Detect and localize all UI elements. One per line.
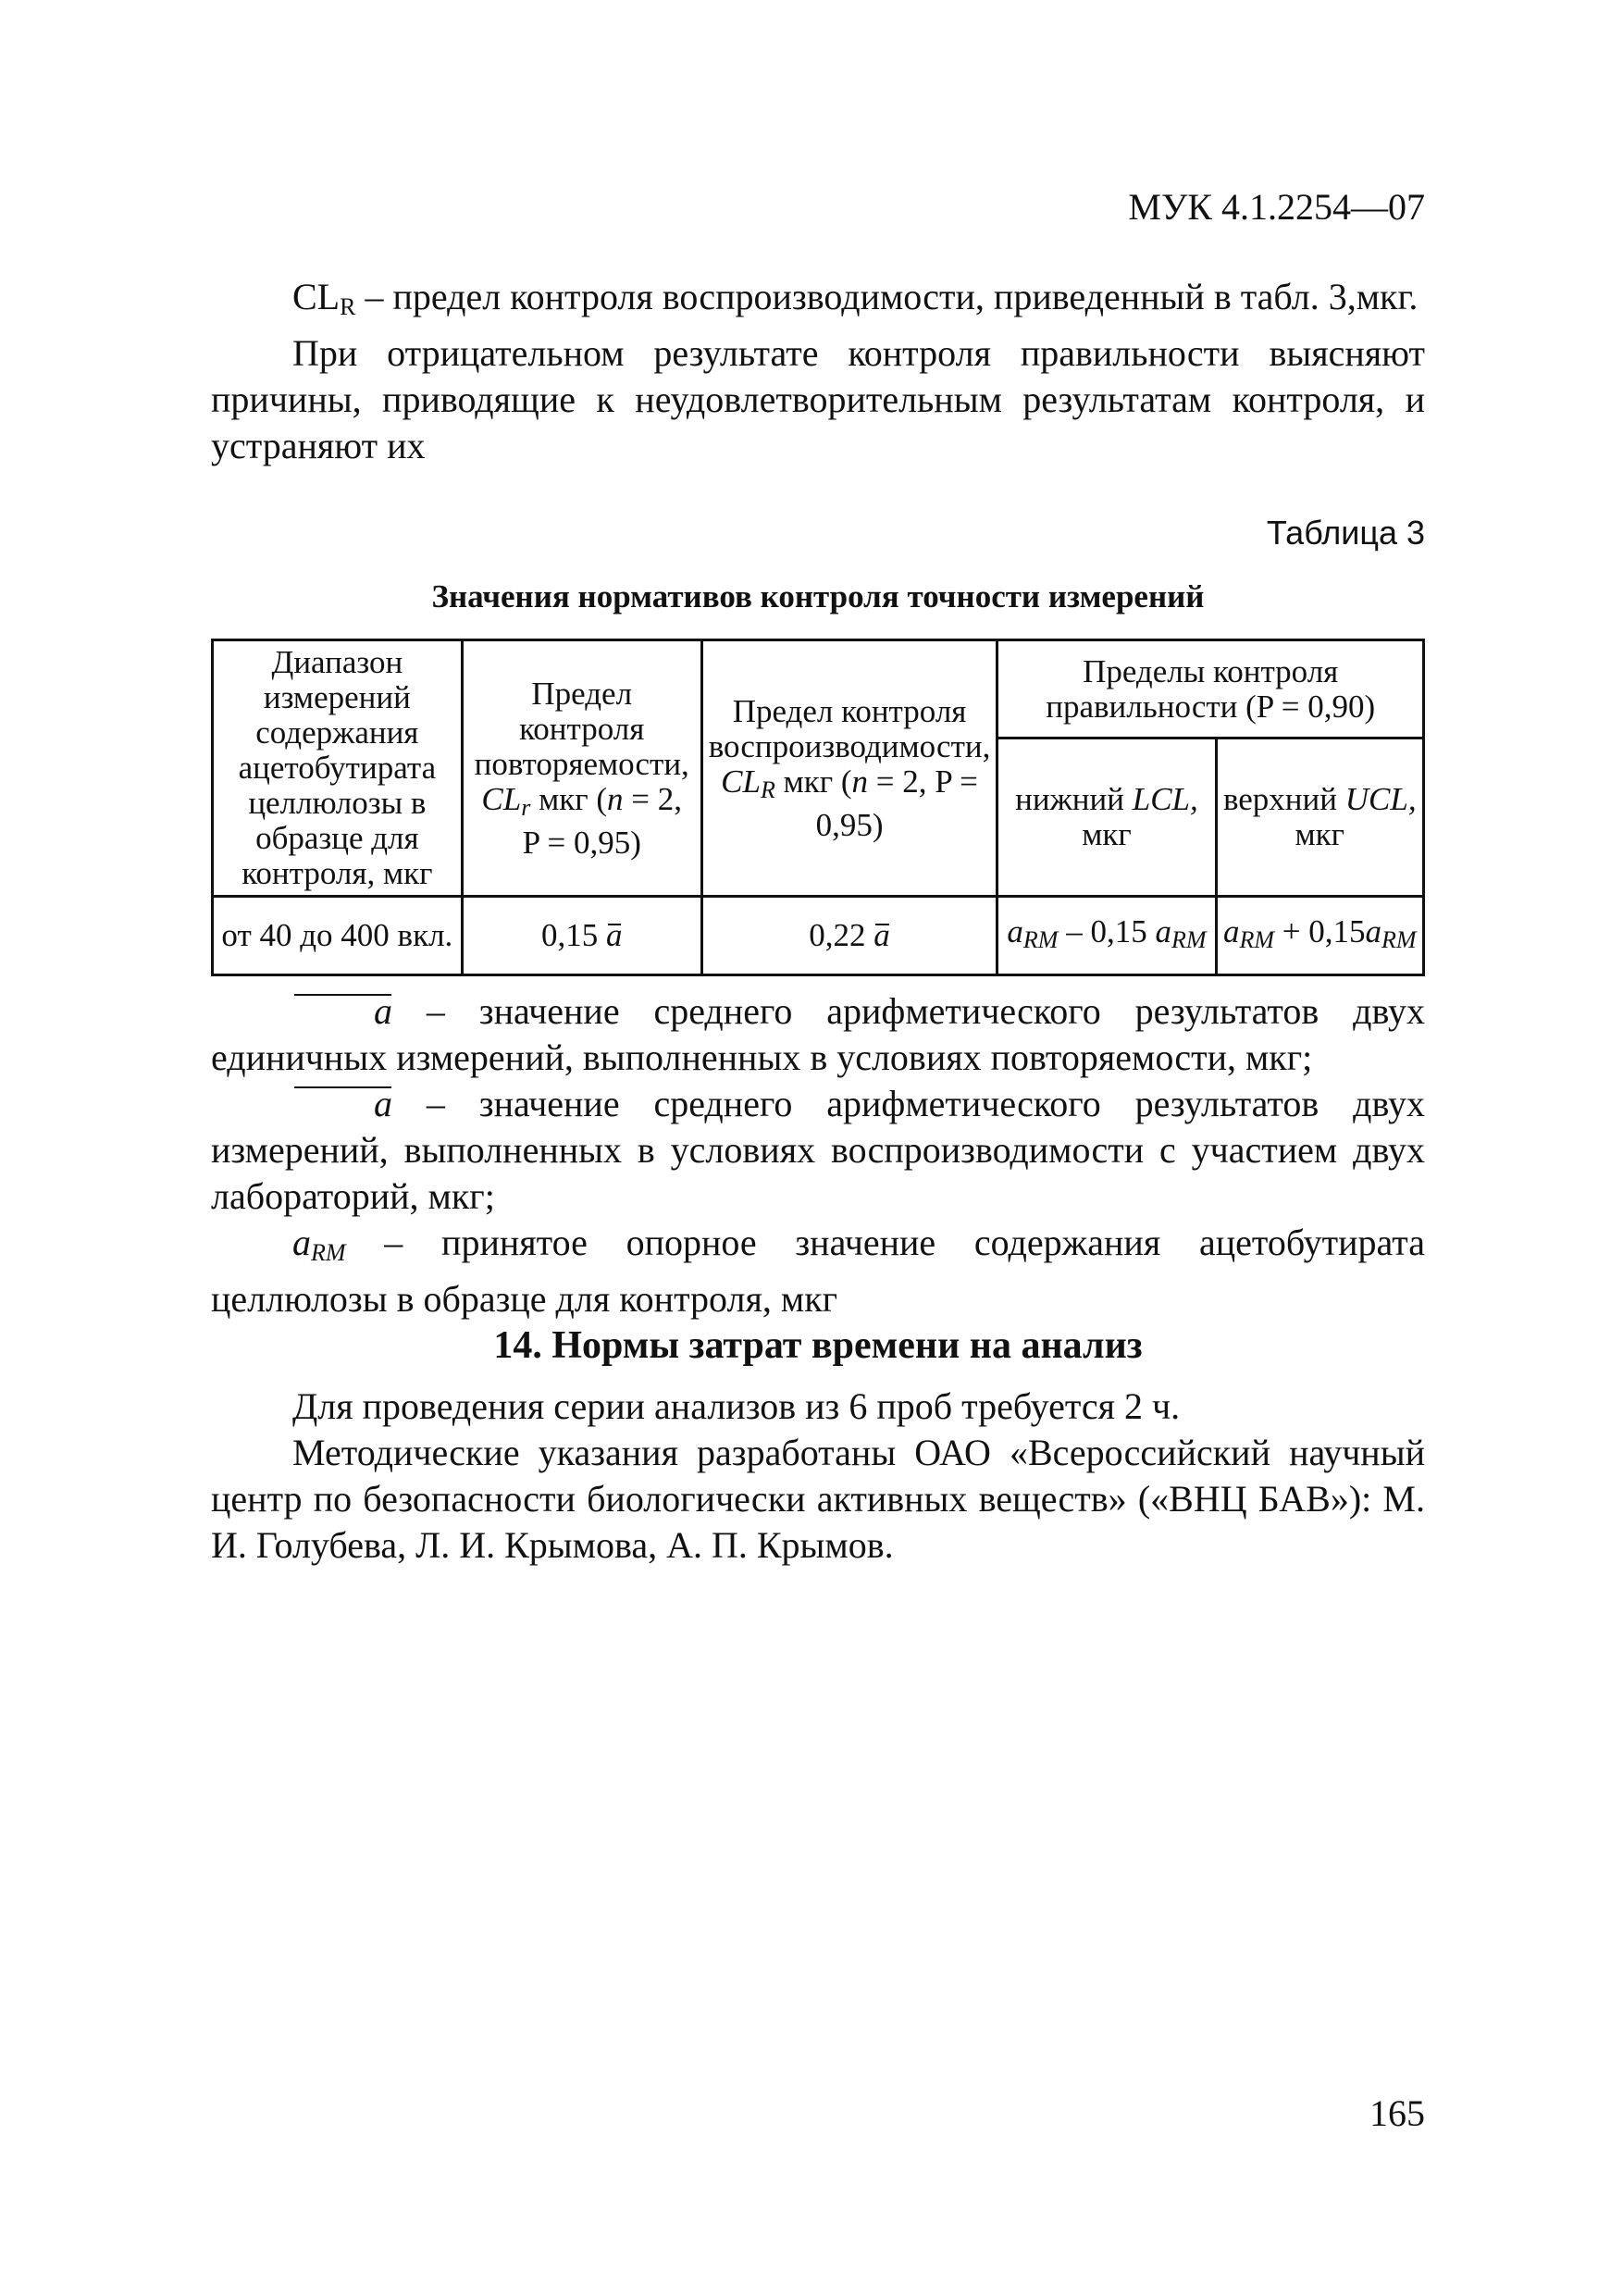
cell-lower-rm: RM — [1022, 925, 1059, 953]
section-text-block — [211, 1384, 1425, 1569]
clr-symbol: CL — [292, 276, 341, 317]
table-data-row — [213, 897, 1424, 975]
clr-subscript: R — [340, 293, 356, 320]
header-repeat-text: Предел контроля повторяемости, — [474, 675, 689, 782]
cell-upper-mid: + 0,15 — [1274, 912, 1366, 949]
legend-block — [211, 988, 1425, 1322]
cell-reproducibility — [701, 897, 997, 975]
accuracy-norms-table — [211, 639, 1425, 976]
legend-item-2 — [211, 1081, 1425, 1220]
authors-paragraph: Методические указания разработаны ОАО «Всероссийский научный центр по безопасности биологически активных веществ» («ВНЦ БАВ»): М. И. Голубева, Л. И. Крымова, А. П. Крымов. — [211, 1432, 1425, 1566]
cell-repeatability — [462, 897, 701, 975]
legend-1-text: – значение среднего арифметического результатов двух единичных измерений, выполненных в условиях повторяемости, мкг; — [211, 990, 1425, 1078]
legend-2-abar: a — [292, 1081, 392, 1127]
header-repeat-n: n — [607, 780, 624, 817]
header-reprod-text: Предел контроля воспроизводимости, — [708, 692, 991, 764]
header-repeat-unit: мкг ( — [530, 780, 608, 817]
header-upper-unit: мкг — [1295, 816, 1345, 853]
header-lower-text: нижний — [1015, 781, 1133, 818]
cell-lower-a: a — [1007, 912, 1023, 949]
cell-lower-mid: – 0,15 — [1058, 912, 1156, 949]
header-lower-limit — [997, 738, 1216, 897]
header-reprod-symbol: CL — [721, 763, 761, 800]
header-upper-text: верхний — [1222, 781, 1345, 818]
header-range: Диапазон измерений содержания ацетобутирата целлюлозы в образце для контроля, мкг — [213, 640, 463, 897]
cell-upper-a: a — [1222, 912, 1240, 949]
legend-item-1 — [211, 988, 1425, 1081]
cell-lower-rm2: RM — [1171, 925, 1207, 953]
table-label: Таблица 3 — [1266, 514, 1425, 552]
document-code: МУК 4.1.2254—07 — [1128, 186, 1425, 228]
legend-3-rm: RM — [311, 1239, 346, 1266]
top-text-block — [211, 274, 1425, 469]
header-lower-unit: мкг — [1082, 816, 1132, 853]
section-heading: 14. Нормы затрат времени на анализ — [493, 1324, 1143, 1367]
negative-result-paragraph: При отрицательном результате контроля правильности выясняют причины, приводящие к неудовлетворительным результатам контроля, и устраняют их — [211, 332, 1425, 466]
cell-upper-limit — [1216, 897, 1423, 975]
header-upper-limit — [1216, 738, 1423, 897]
header-reprod-subscript: R — [760, 776, 775, 803]
clr-text: – предел контроля воспроизводимости, приведенный в табл. 3,мкг. — [355, 276, 1419, 317]
cell-reprod-abar: a — [873, 917, 890, 953]
legend-3-a: a — [292, 1222, 311, 1263]
cell-upper-rm2: RM — [1381, 925, 1417, 953]
header-repeat-subscript: r — [521, 793, 531, 821]
header-reprod-n: n — [851, 763, 869, 800]
cell-lower-a2: a — [1155, 912, 1171, 949]
cell-repeat-value: 0,15 — [540, 917, 606, 953]
cell-range: от 40 до 400 вкл. — [213, 897, 463, 975]
table-header-row — [213, 640, 1424, 738]
time-norm-paragraph: Для проведения серии анализов из 6 проб требуется 2 ч. — [292, 1385, 1181, 1427]
header-repeat-conditions: = 2, P = 0,95) — [522, 780, 683, 861]
legend-item-3 — [211, 1220, 1425, 1322]
header-reproducibility — [701, 640, 997, 897]
legend-1-abar: a — [292, 988, 392, 1035]
table-title: Значения нормативов контроля точности измерений — [431, 578, 1205, 614]
header-accuracy: Пределы контроля правильности (P = 0,90) — [997, 640, 1424, 738]
header-repeatability — [462, 640, 701, 897]
header-upper-symbol: UCL, — [1344, 781, 1417, 818]
page-number: 165 — [1369, 2092, 1425, 2134]
legend-2-text: – значение среднего арифметического результатов двух измерений, выполненных в условиях воспроизводимости с участием двух лабораторий, мкг; — [211, 1083, 1425, 1217]
header-lower-symbol: LCL, — [1132, 781, 1198, 818]
legend-3-text: – принятое опорное значение содержания ацетобутирата целлюлозы в образце для контроля, мкг — [211, 1222, 1425, 1320]
cell-upper-a2: a — [1365, 912, 1382, 949]
header-reprod-unit: мкг ( — [774, 763, 852, 800]
header-repeat-symbol: CL — [481, 780, 522, 817]
cell-repeat-abar: a — [605, 917, 623, 953]
cell-lower-limit — [997, 897, 1216, 975]
clr-definition — [211, 274, 1425, 330]
cell-upper-rm: RM — [1239, 925, 1275, 953]
cell-reprod-value: 0,22 — [809, 917, 874, 953]
header-reprod-conditions: = 2, P = 0,95) — [815, 763, 978, 843]
